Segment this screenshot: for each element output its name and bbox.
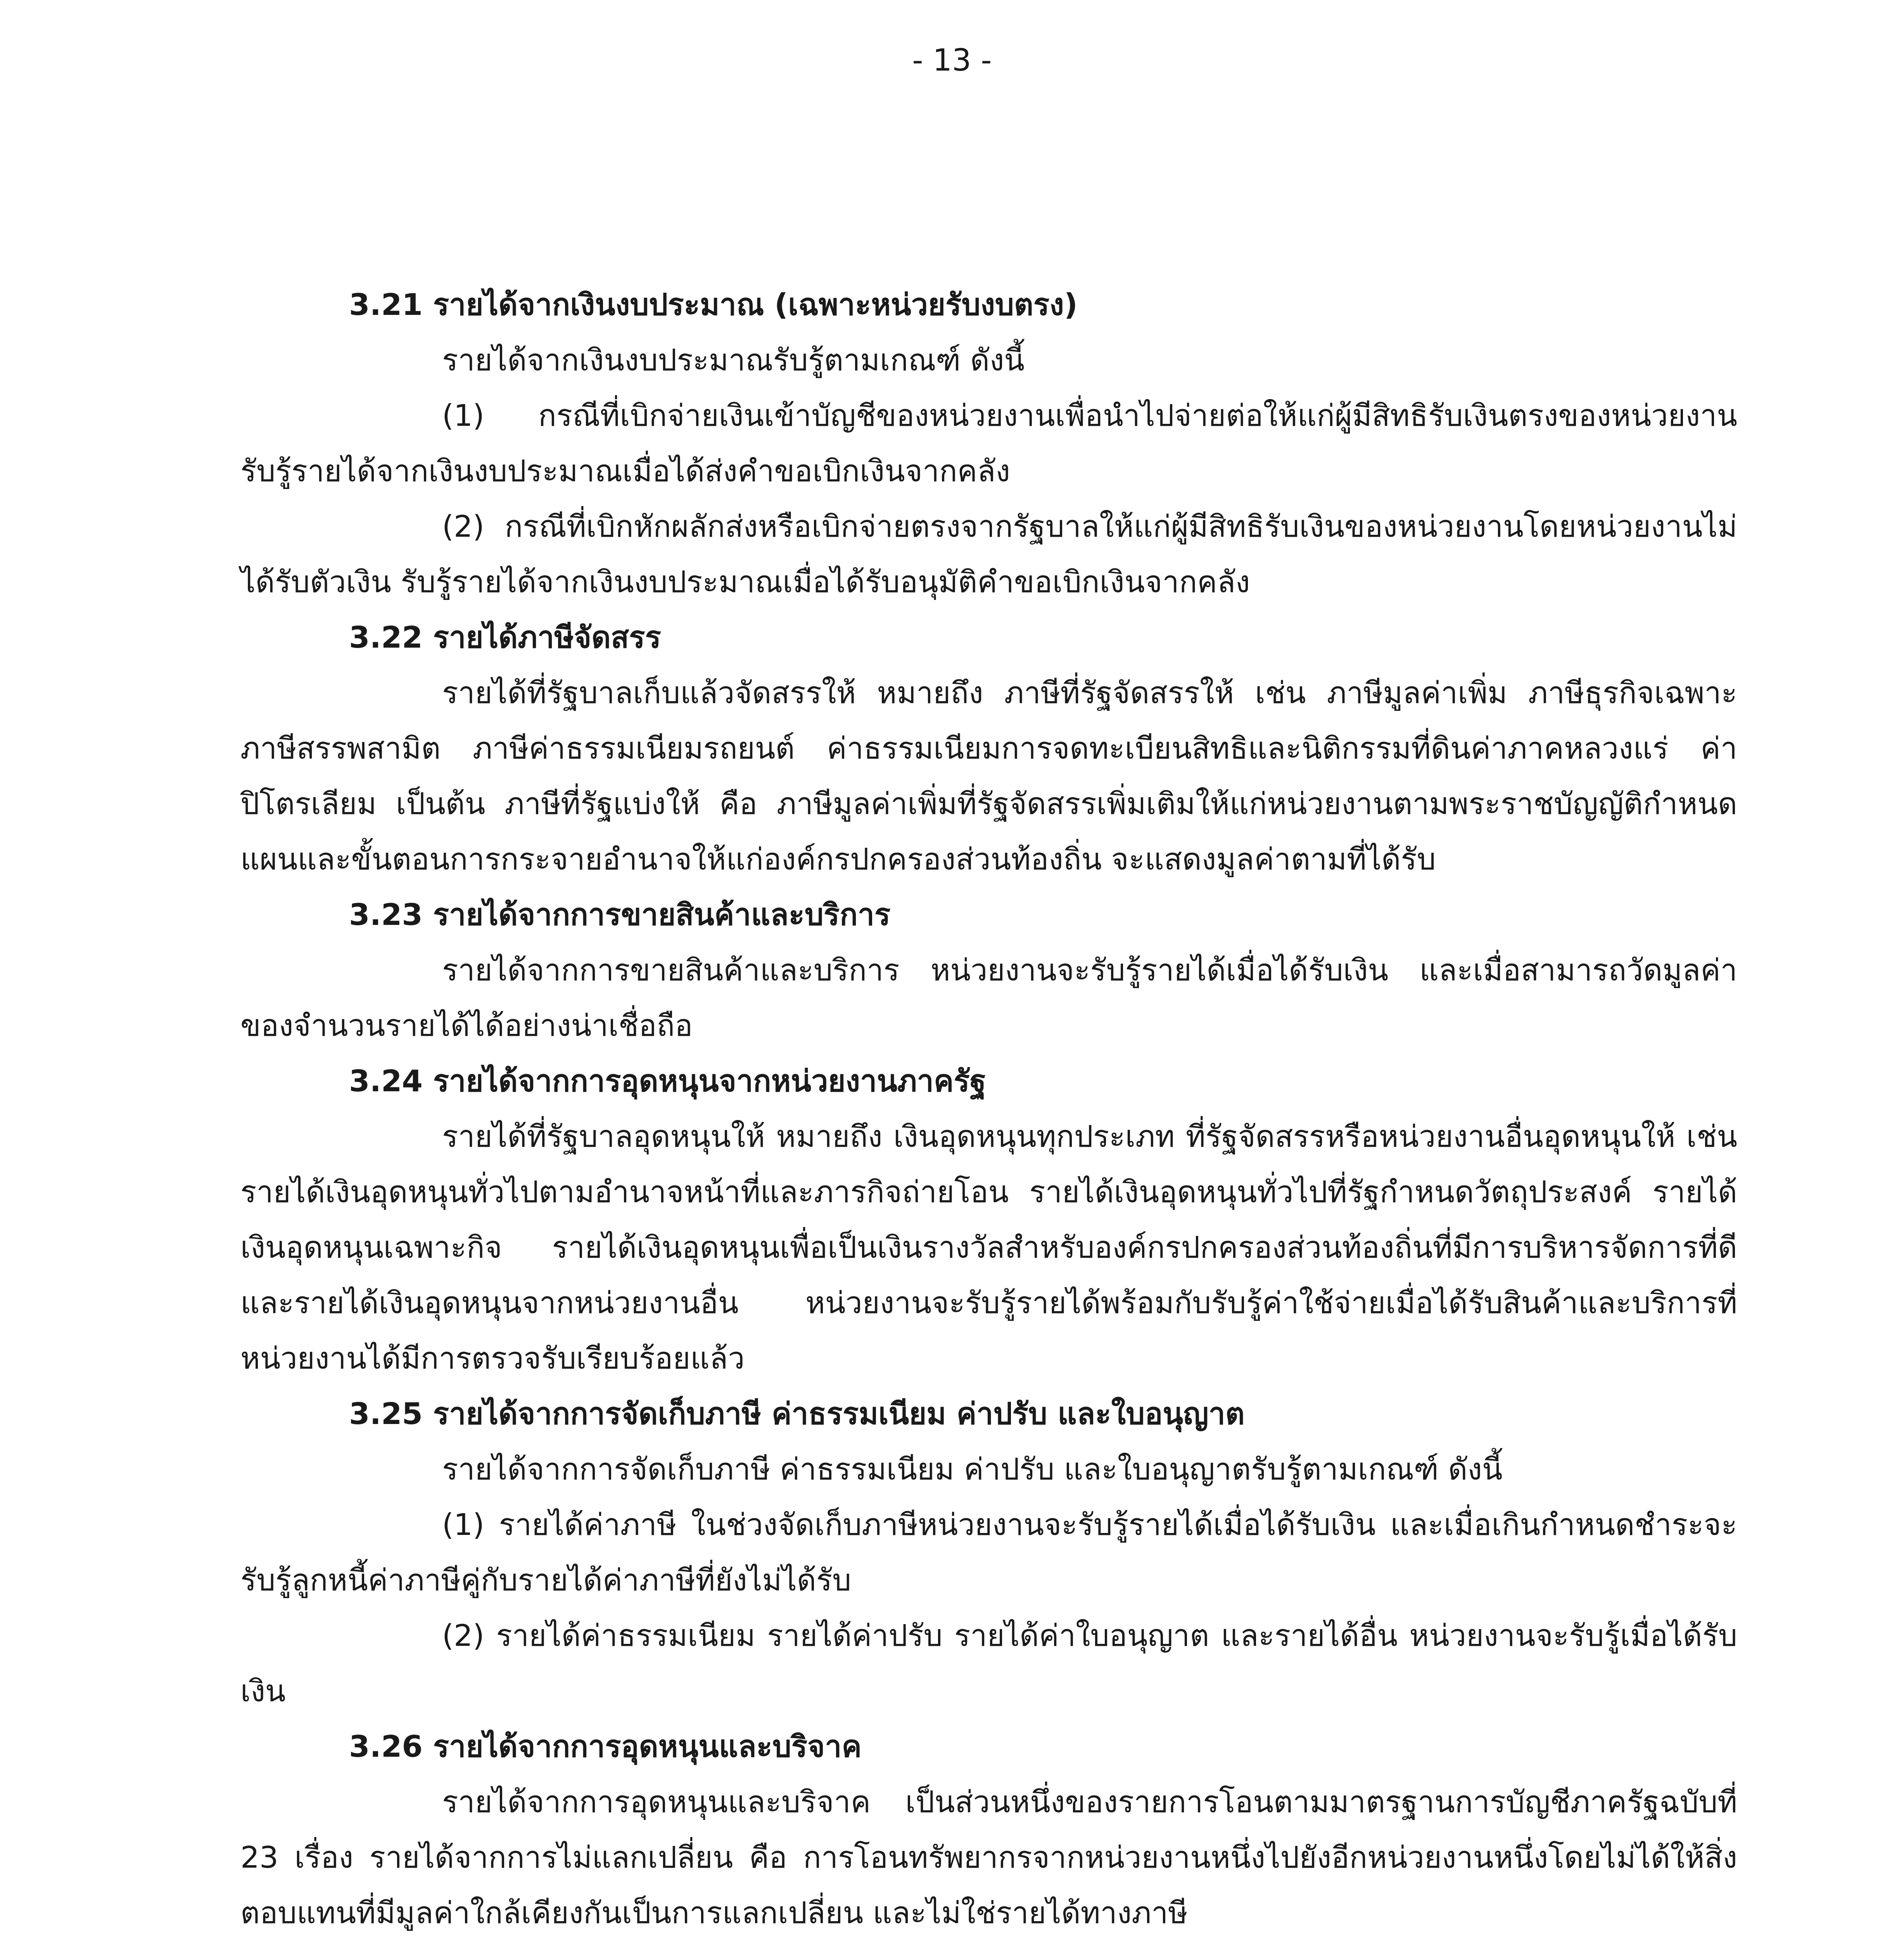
- section-3-22: [240, 610, 1737, 887]
- section-3-26: [240, 1719, 1737, 1939]
- section-heading: 3.24 รายได้จากการอุดหนุนจากหน่วยงานภาครัฐ: [349, 1064, 987, 1099]
- page-number: - 13 -: [912, 43, 992, 78]
- section-3-23: [240, 887, 1737, 1054]
- paragraph: รายได้ที่รัฐบาลเก็บแล้วจัดสรรให้ หมายถึง ภาษีที่รัฐจัดสรรให้ เช่น ภาษีมูลค่าเพิ่ม ภาษีธุรกิจเฉพาะ ภาษีสรรพสามิต ภาษีค่าธรรมเนียมรถยนต์ ค่าธรรมเนียมการจดทะเบียนสิทธิและนิติกรรมที่ดินค่าภาคหลวงแร่ ค่าปิโตรเลียม เป็นต้น ภาษีที่รัฐแบ่งให้ คือ ภาษีมูลค่าเพิ่มที่รัฐจัดสรรเพิ่มเติมให้แก่หน่วยงานตามพระราชบัญญัติกำหนดแผนและขั้นตอนการกระจายอำนาจให้แก่องค์กรปกครองส่วนท้องถิ่น จะแสดงมูลค่าตามที่ได้รับ: [240, 676, 1737, 877]
- paragraph: (1) กรณีที่เบิกจ่ายเงินเข้าบัญชีของหน่วยงานเพื่อนำไปจ่ายต่อให้แก่ผู้มีสิทธิรับเงินตรงของหน่วยงาน รับรู้รายได้จากเงินงบประมาณเมื่อได้ส่งคำขอเบิกเงินจากคลัง: [240, 399, 1737, 489]
- paragraph: (2) กรณีที่เบิกหักผลักส่งหรือเบิกจ่ายตรงจากรัฐบาลให้แก่ผู้มีสิทธิรับเงินของหน่วยงานโดยหน่วยงานไม่ได้รับตัวเงิน รับรู้รายได้จากเงินงบประมาณเมื่อได้รับอนุมัติคำขอเบิกเงินจากคลัง: [240, 510, 1737, 600]
- section-heading: 3.22 รายได้ภาษีจัดสรร: [349, 620, 661, 655]
- paragraph: (2) รายได้ค่าธรรมเนียม รายได้ค่าปรับ รายได้ค่าใบอนุญาต และรายได้อื่น หน่วยงานจะรับรู้เมื่อได้รับเงิน: [240, 1619, 1737, 1709]
- section-heading: 3.26 รายได้จากการอุดหนุนและบริจาค: [349, 1730, 862, 1764]
- section-heading: 3.25 รายได้จากการจัดเก็บภาษี ค่าธรรมเนียม ค่าปรับ และใบอนุญาต: [349, 1397, 1245, 1431]
- document-body: [240, 277, 1737, 1939]
- paragraph: (1) รายได้ค่าภาษี ในช่วงจัดเก็บภาษีหน่วยงานจะรับรู้รายได้เมื่อได้รับเงิน และเมื่อเกินกำหนดชำระจะรับรู้ลูกหนี้ค่าภาษีคู่กับรายได้ค่าภาษีที่ยังไม่ได้รับ: [240, 1508, 1737, 1598]
- section-3-21: [240, 277, 1737, 610]
- paragraph: รายได้ที่รัฐบาลอุดหนุนให้ หมายถึง เงินอุดหนุนทุกประเภท ที่รัฐจัดสรรหรือหน่วยงานอื่นอุดหนุนให้ เช่น รายได้เงินอุดหนุนทั่วไปตามอำนาจหน้าที่และภารกิจถ่ายโอน รายได้เงินอุดหนุนทั่วไปที่รัฐกำหนดวัตถุประสงค์ รายได้เงินอุดหนุนเฉพาะกิจ รายได้เงินอุดหนุนเพื่อเป็นเงินรางวัลสำหรับองค์กรปกครองส่วนท้องถิ่นที่มีการบริหารจัดการที่ดี และรายได้เงินอุดหนุนจากหน่วยงานอื่น หน่วยงานจะรับรู้รายได้พร้อมกับรับรู้ค่าใช้จ่ายเมื่อได้รับสินค้าและบริการที่หน่วยงานได้มีการตรวจรับเรียบร้อยแล้ว: [240, 1120, 1737, 1376]
- section-heading: 3.21 รายได้จากเงินงบประมาณ (เฉพาะหน่วยรับงบตรง): [349, 288, 1078, 322]
- paragraph: รายได้จากการขายสินค้าและบริการ หน่วยงานจะรับรู้รายได้เมื่อได้รับเงิน และเมื่อสามารถวัดมูลค่าของจำนวนรายได้ได้อย่างน่าเชื่อถือ: [240, 953, 1737, 1043]
- section-3-25: [240, 1386, 1737, 1719]
- section-3-24: [240, 1054, 1737, 1386]
- section-heading: 3.23 รายได้จากการขายสินค้าและบริการ: [349, 898, 891, 932]
- paragraph: รายได้จากการอุดหนุนและบริจาค เป็นส่วนหนึ่งของรายการโอนตามมาตรฐานการบัญชีภาครัฐฉบับที่ 23 เรื่อง รายได้จากการไม่แลกเปลี่ยน คือ การโอนทรัพยากรจากหน่วยงานหนึ่งไปยังอีกหน่วยงานหนึ่งโดยไม่ได้ให้สิ่งตอบแทนที่มีมูลค่าใกล้เคียงกันเป็นการแลกเปลี่ยน และไม่ใช่รายได้ทางภาษี: [240, 1785, 1737, 1930]
- paragraph: รายได้จากเงินงบประมาณรับรู้ตามเกณฑ์ ดังนี้: [442, 343, 1025, 378]
- paragraph: รายได้จากการจัดเก็บภาษี ค่าธรรมเนียม ค่าปรับ และใบอนุญาตรับรู้ตามเกณฑ์ ดังนี้: [442, 1452, 1503, 1487]
